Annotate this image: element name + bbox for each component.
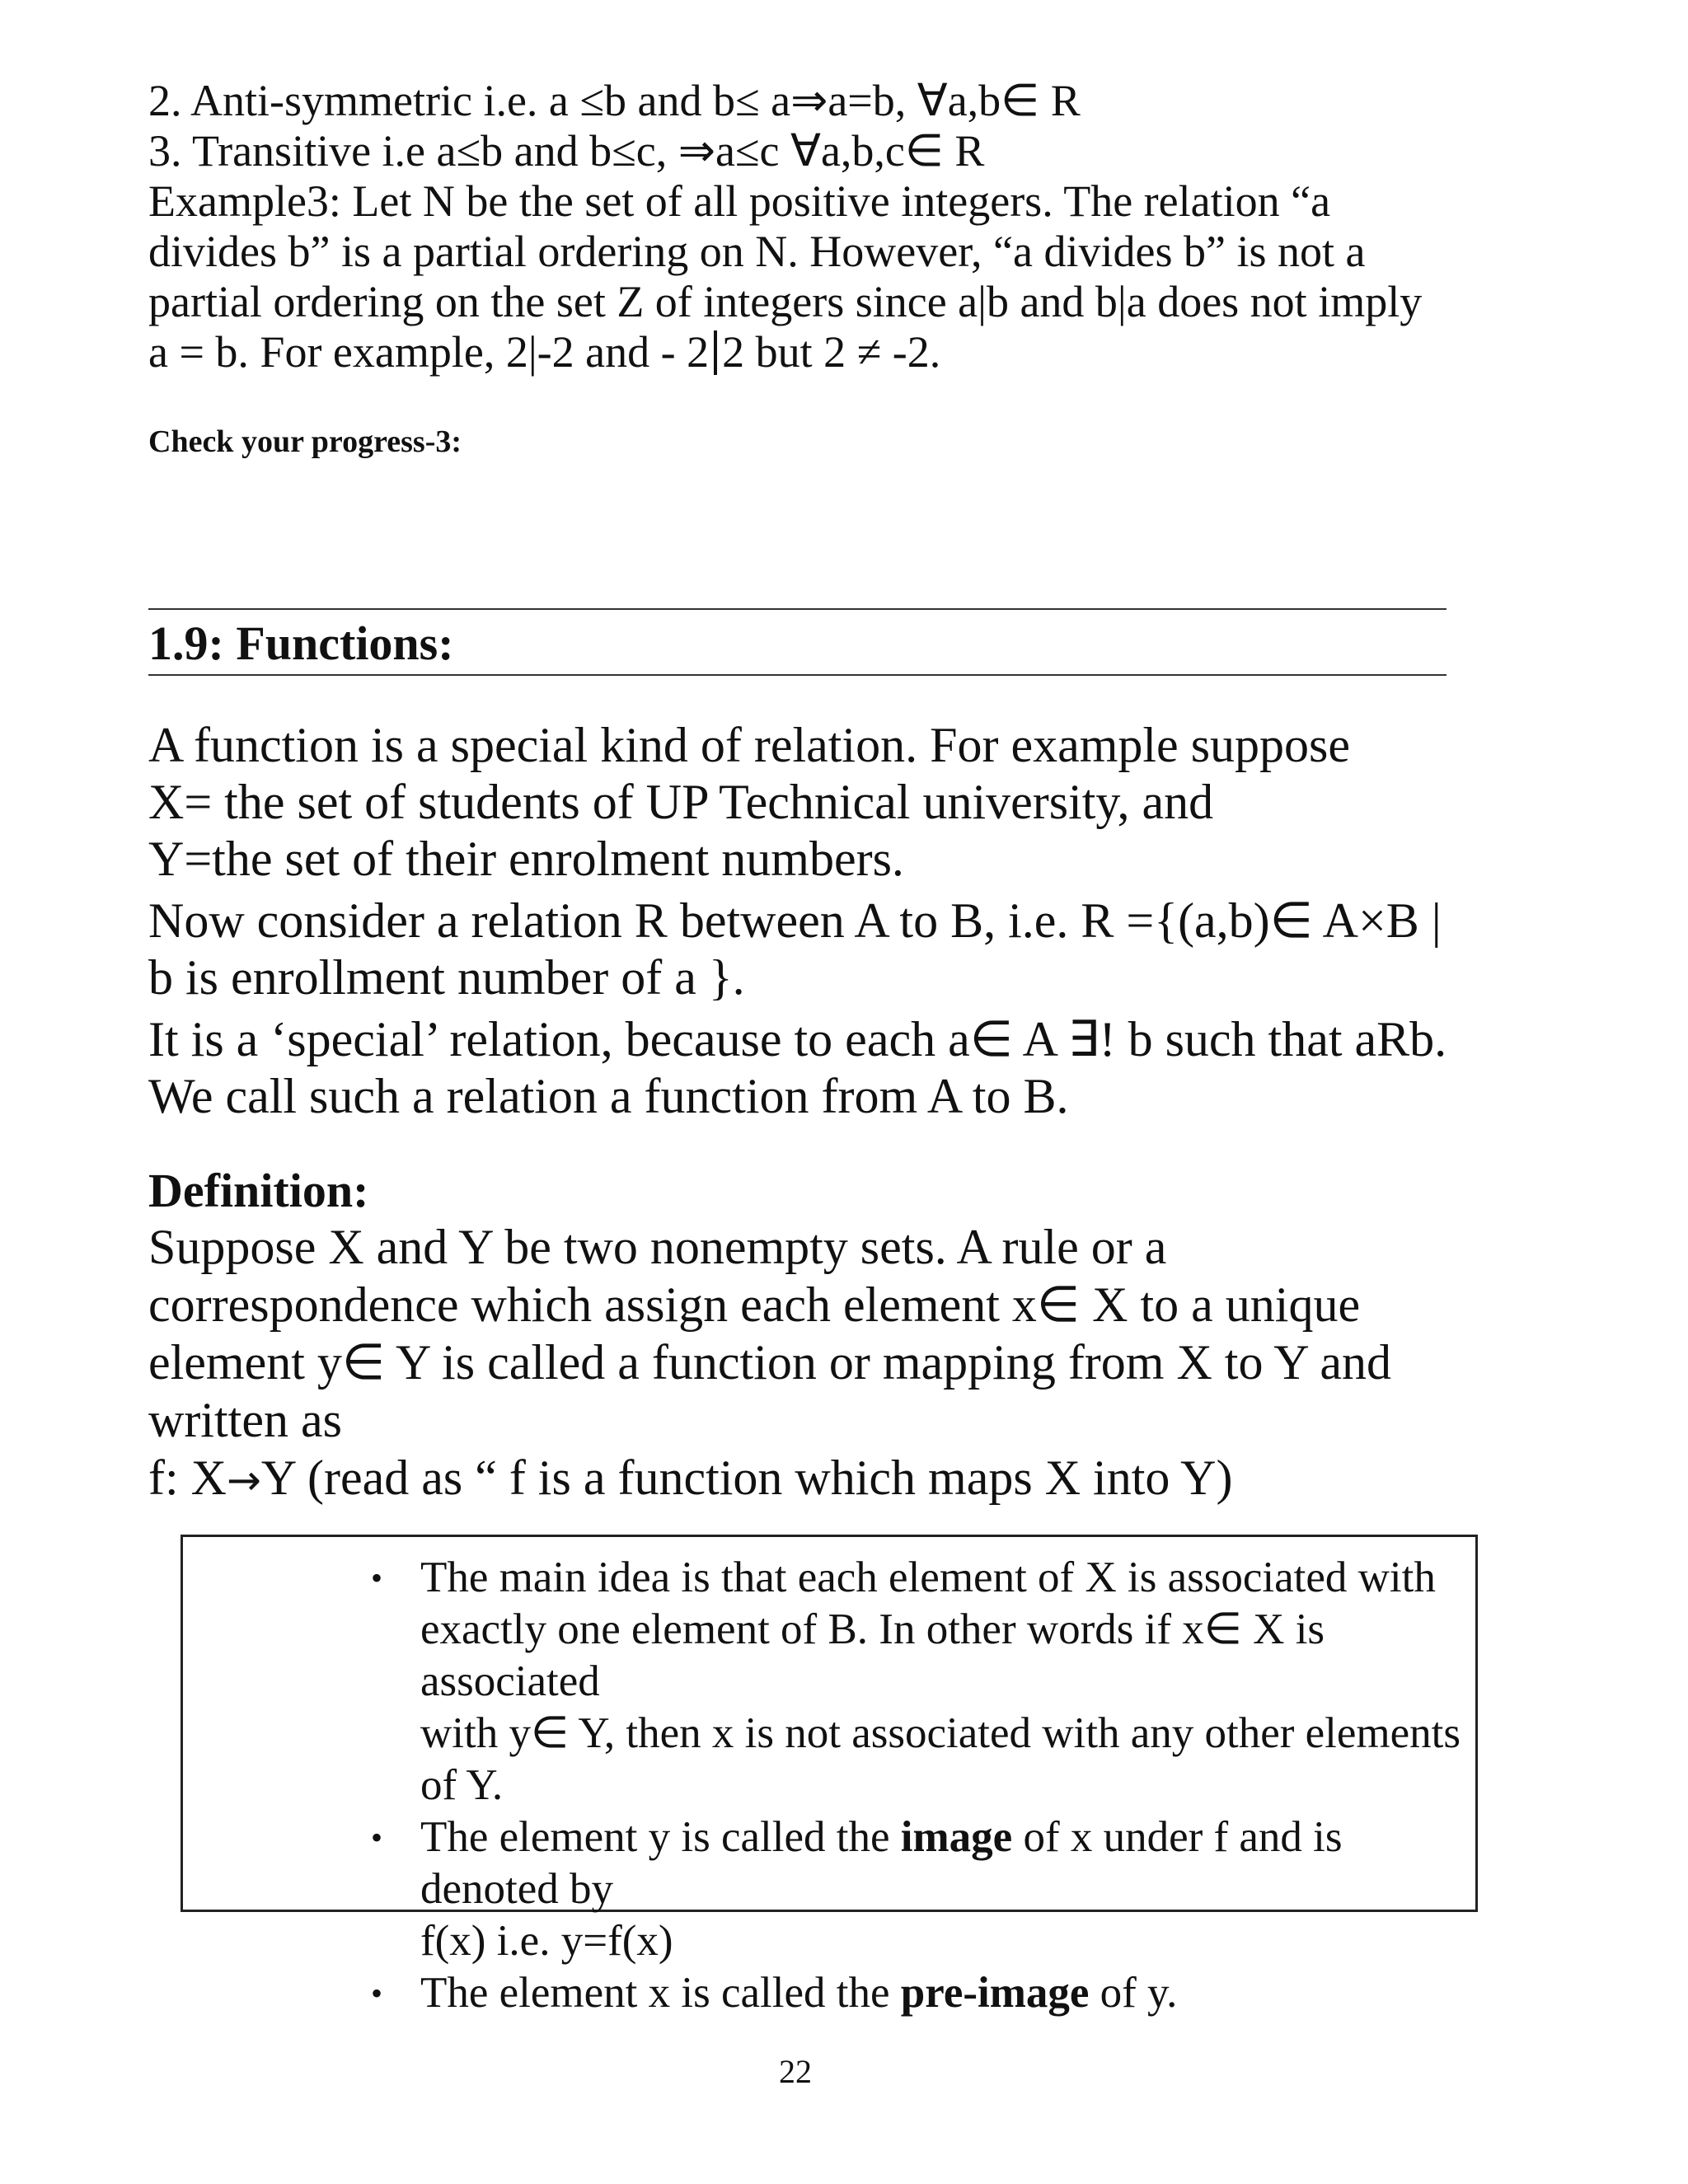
functions-intro: [148, 717, 1451, 1125]
section-rule-bottom: [148, 674, 1447, 676]
properties-and-example: [148, 76, 1451, 377]
intro-line-5: b is enrollment number of a }.: [148, 950, 745, 1005]
bullet-icon: •: [371, 1975, 383, 2012]
page-number: 22: [779, 2053, 812, 2090]
bullet-item-pre-image: [356, 1967, 1469, 2019]
intro-line-6: It is a ‘special’ relation, because to each a∈ A ∃! b such that aRb.: [148, 1012, 1447, 1066]
intro-line-7: We call such a relation a function from A to B.: [148, 1069, 1069, 1123]
section-title: 1.9: Functions:: [148, 616, 454, 670]
definition-body: [148, 1218, 1451, 1509]
notation-start: f: X: [148, 1451, 227, 1505]
bullet-1-line-2: exactly one element of B. In other words if x∈ X is associated: [420, 1605, 1325, 1705]
example3-line-4-end: 2 but 2 ≠ -2.: [722, 327, 941, 377]
bullet-2-end: of x under f and is denoted by: [420, 1813, 1343, 1913]
definition-heading: Definition:: [148, 1164, 369, 1217]
antisymmetric-line: 2. Anti-symmetric i.e. a ≤b and b≤ a⇒a=b, ∀a,b∈ R: [148, 76, 1081, 125]
bullet-item-image: [356, 1811, 1469, 1967]
bullet-1-line-3: with y∈ Y, then x is not associated with any other elements of Y.: [420, 1709, 1461, 1809]
bullet-3-start: The element x is called the: [420, 1969, 901, 2017]
definition-line-2: correspondence which assign each element x∈ X to a unique: [148, 1277, 1361, 1332]
example3-line-4: [148, 327, 1451, 377]
intro-line-2: X= the set of students of UP Technical university, and: [148, 775, 1214, 829]
example3-line-1: Example3: Let N be the set of all positive integers. The relation “a: [148, 176, 1331, 226]
check-your-progress-heading: Check your progress-3:: [148, 424, 462, 459]
pre-image-term: pre-image: [900, 1969, 1090, 2017]
example3-line-4-start: a = b. For example, 2|-2 and - 2: [148, 327, 710, 377]
bullet-2-line-1: [420, 1811, 1469, 1915]
intro-line-3: Y=the set of their enrolment numbers.: [148, 832, 904, 886]
bullet-2-start: The element y is called the: [420, 1813, 901, 1861]
definition-line-4: written as: [148, 1393, 342, 1447]
intro-line-4: Now consider a relation R between A to B, i.e. R ={(a,b)∈ A×B |: [148, 893, 1442, 948]
summary-bullet-list: [371, 1552, 1469, 2019]
intro-line-1: A function is a special kind of relation. For example suppose: [148, 718, 1351, 772]
bullet-item-main-idea: [356, 1552, 1469, 1811]
summary-box: [181, 1535, 1478, 2017]
bullet-2-line-2: f(x) i.e. y=f(x): [420, 1917, 673, 1965]
does-not-divide-bar: [714, 330, 717, 375]
transitive-line: 3. Transitive i.e a≤b and b≤c, ⇒a≤c ∀a,b,c∈ R: [148, 126, 985, 176]
example3-line-2: divides b” is a partial ordering on N. However, “a divides b” is not a: [148, 227, 1366, 276]
example3-line-3: partial ordering on the set Z of integers since a|b and b|a does not imply: [148, 277, 1423, 326]
definition-line-3: element y∈ Y is called a function or mapping from X to Y and: [148, 1335, 1391, 1390]
bullet-3-line-1: [420, 1967, 1469, 2019]
section-rule-top: [148, 608, 1447, 610]
notation-end: Y (read as “ f is a function which maps X into Y): [260, 1451, 1233, 1505]
bullet-icon: •: [371, 1559, 383, 1596]
bullet-3-end: of y.: [1089, 1969, 1178, 2017]
right-arrow-icon: →: [226, 1456, 261, 1504]
definition-line-1: Suppose X and Y be two nonempty sets. A rule or a: [148, 1220, 1167, 1274]
image-term: image: [900, 1813, 1013, 1861]
bullet-icon: •: [371, 1819, 383, 1856]
function-notation-line: [148, 1449, 1451, 1509]
bullet-1-line-1: The main idea is that each element of X is associated with: [420, 1554, 1436, 1601]
